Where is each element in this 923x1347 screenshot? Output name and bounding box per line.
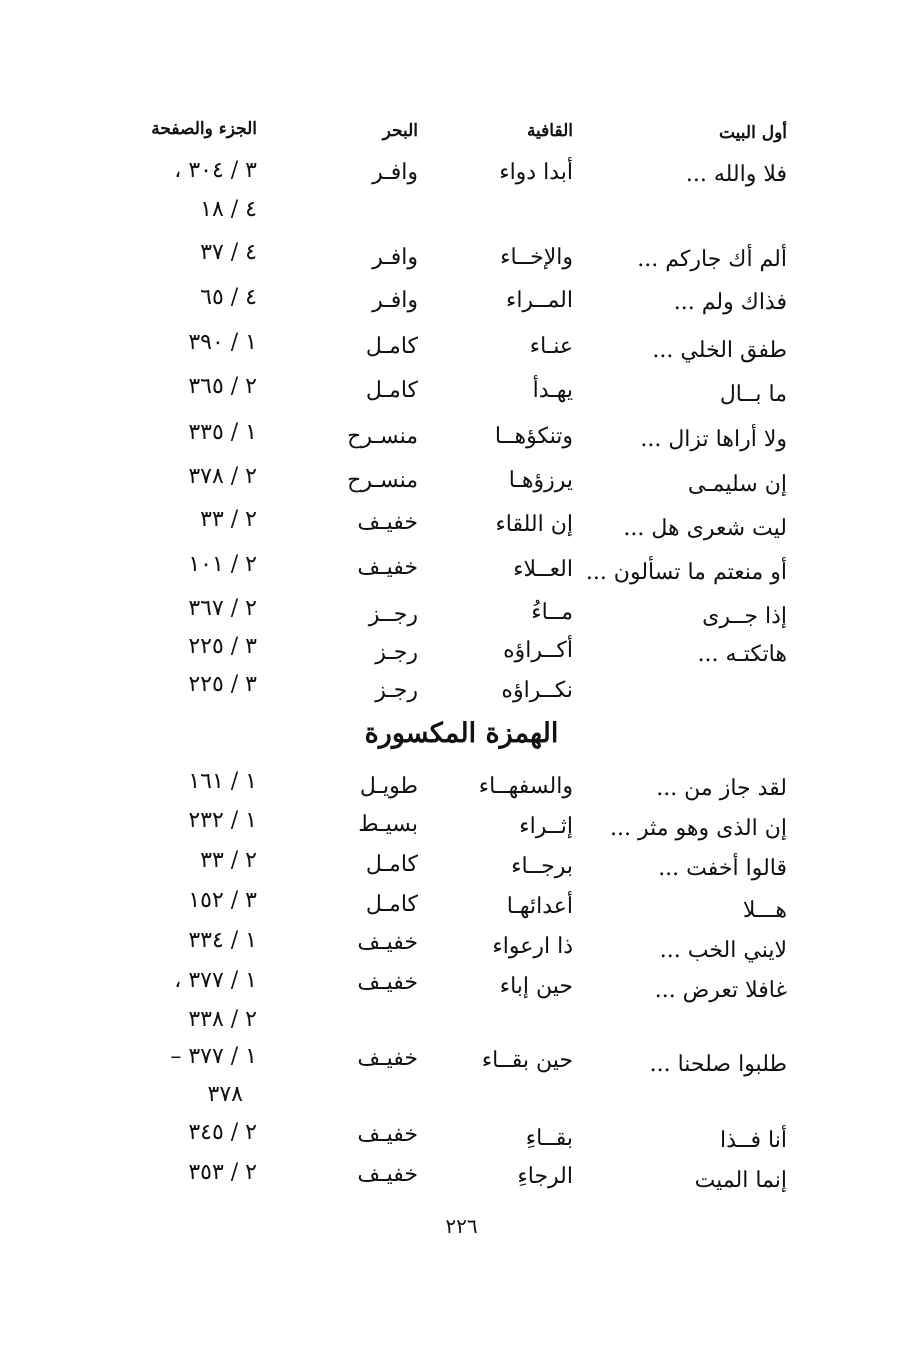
header-rhyme: القافية <box>526 121 573 141</box>
volume-page-ref: ١ / ٣٧٧ ، <box>174 968 257 993</box>
rhyme-word: ذا ارعواء <box>492 934 573 959</box>
volume-page-ref: ٤ / ٣٧ <box>200 240 257 265</box>
rhyme-word: المــراء <box>505 288 573 313</box>
verse-start: قالوا أخفت ... <box>658 856 787 881</box>
header-meter: البحر <box>382 121 418 141</box>
meter-name: خفيـف <box>357 1046 418 1071</box>
meter-name: منسـرح <box>347 468 418 493</box>
meter-name: بسيـط <box>358 812 418 837</box>
verse-start: هاتكتـه ... <box>697 642 787 667</box>
page-number: ٢٢٦ <box>445 1214 478 1238</box>
meter-name: خفيـف <box>357 930 418 955</box>
verse-start: طلبوا صلحنا ... <box>649 1052 787 1077</box>
verse-start: ما بــال <box>719 382 787 407</box>
meter-name: خفيـف <box>357 510 418 535</box>
rhyme-word: إن اللقاء <box>495 512 573 537</box>
rhyme-word: برجــاء <box>511 854 573 879</box>
rhyme-word: عنـاء <box>529 334 573 359</box>
verse-start: فذاك ولم ... <box>673 290 787 315</box>
rhyme-word: حين إباء <box>499 974 573 999</box>
rhyme-word: الرجاءِ <box>517 1164 573 1189</box>
rhyme-word: إثــراء <box>519 814 573 839</box>
volume-page-ref: ٤ / ٦٥ <box>200 285 257 310</box>
volume-page-ref: ١ / ٣٣٥ <box>188 420 257 445</box>
meter-name: رجـز <box>375 640 418 665</box>
volume-page-ref: ١ / ٢٣٢ <box>188 808 257 833</box>
meter-name: طويـل <box>359 774 418 799</box>
volume-page-ref: ٢ / ٣٣٨ <box>188 1007 257 1032</box>
meter-name: خفيـف <box>357 555 418 580</box>
meter-name: وافـر <box>372 160 418 185</box>
verse-start: فلا والله ... <box>685 162 787 187</box>
meter-name: كامـل <box>365 378 418 403</box>
rhyme-word: نكــراؤه <box>501 678 573 703</box>
verse-start: هـــلا <box>742 898 787 923</box>
volume-page-ref: ٢ / ٣٦٥ <box>188 374 257 399</box>
volume-page-ref: ١ / ٣٣٤ <box>188 928 257 953</box>
header-volume-page: الجزء والصفحة <box>151 119 257 139</box>
volume-page-ref: ٣ / ٣٠٤ ، <box>174 158 257 183</box>
verse-start: إن سليمـى <box>687 472 787 497</box>
verse-start: طفق الخلي ... <box>652 338 787 363</box>
meter-name: وافـر <box>372 245 418 270</box>
verse-start: ليت شعرى هل ... <box>623 516 787 541</box>
volume-page-ref: ٢ / ٣٥٣ <box>188 1160 257 1185</box>
rhyme-word: وتنكؤهــا <box>494 424 573 449</box>
verse-start: ألم أك جاركم ... <box>637 247 787 272</box>
verse-start: لايني الخب ... <box>659 938 787 963</box>
meter-name: رجـز <box>375 678 418 703</box>
verse-start: لقد جاز من ... <box>656 776 787 801</box>
volume-page-ref: ١ / ١٦١ <box>188 769 257 794</box>
rhyme-word: العــلاء <box>513 557 573 582</box>
meter-name: كامـل <box>365 852 418 877</box>
volume-page-ref: ٢ / ٣٣ <box>200 848 257 873</box>
volume-page-ref: ٢ / ٣٣ <box>200 507 257 532</box>
volume-page-ref: ٣ / ٢٢٥ <box>188 672 257 697</box>
volume-page-ref: ١ / ٣٧٧ – <box>170 1044 257 1069</box>
rhyme-word: يهـدأ <box>532 378 573 403</box>
rhyme-word: أبدا دواء <box>499 160 573 185</box>
volume-page-ref: ٢ / ٣٤٥ <box>188 1120 257 1145</box>
volume-page-ref: ٣٧٨ <box>207 1082 243 1107</box>
volume-page-ref: ٣ / ٢٢٥ <box>188 634 257 659</box>
volume-page-ref: ٢ / ١٠١ <box>188 552 257 577</box>
rhyme-word: مــاءُ <box>531 600 573 625</box>
volume-page-ref: ٢ / ٣٧٨ <box>188 464 257 489</box>
rhyme-word: أعدائهـا <box>506 894 573 919</box>
meter-name: وافـر <box>372 288 418 313</box>
verse-start: إنما الميت <box>694 1168 787 1193</box>
volume-page-ref: ٣ / ١٥٢ <box>188 888 257 913</box>
meter-name: منسـرح <box>347 424 418 449</box>
rhyme-word: والإخــاء <box>500 245 573 270</box>
rhyme-word: بقــاءِ <box>525 1126 573 1151</box>
verse-start: إن الذى وهو مثر ... <box>610 816 787 841</box>
meter-name: خفيـف <box>357 1122 418 1147</box>
volume-page-ref: ٤ / ١٨ <box>200 197 257 222</box>
meter-name: رجــز <box>368 602 418 627</box>
header-first-verse: أول البيت <box>718 123 787 143</box>
verse-start: أو منعتم ما تسألون ... <box>585 560 787 585</box>
meter-name: خفيـف <box>357 1162 418 1187</box>
meter-name: كامـل <box>365 892 418 917</box>
volume-page-ref: ١ / ٣٩٠ <box>188 330 257 355</box>
verse-start: إذا جــرى <box>702 604 787 629</box>
verse-start: ولا أراها تزال ... <box>640 427 787 452</box>
meter-name: خفيـف <box>357 970 418 995</box>
rhyme-word: أكــراؤه <box>503 638 573 663</box>
verse-start: غافلا تعرض ... <box>654 978 787 1003</box>
volume-page-ref: ٢ / ٣٦٧ <box>188 596 257 621</box>
verse-start: أنا فــذا <box>720 1128 787 1153</box>
rhyme-word: حين بقــاء <box>481 1048 573 1073</box>
rhyme-word: والسفهــاء <box>478 774 573 799</box>
rhyme-word: يرزؤهـا <box>508 468 573 493</box>
section-title: الهمزة المكسورة <box>364 718 559 749</box>
meter-name: كامـل <box>365 334 418 359</box>
